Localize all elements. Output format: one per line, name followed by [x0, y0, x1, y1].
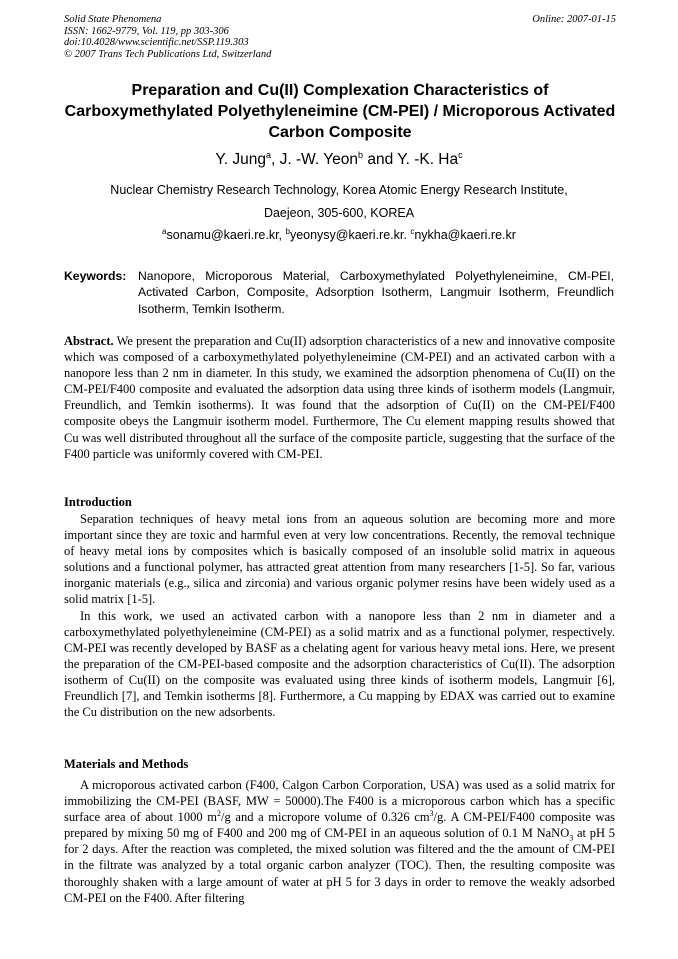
author-separator-1: , — [270, 151, 280, 168]
keywords-block — [64, 268, 614, 317]
online-date: Online: 2007-01-15 — [532, 14, 616, 25]
email-b: yeonysy@kaeri.re.kr. — [289, 228, 411, 242]
affiliation-line-1: Nuclear Chemistry Research Technology, Korea Atomic Energy Research Institute, — [110, 183, 568, 197]
keywords-label: Keywords: — [64, 269, 127, 283]
author-2: J. -W. Yeon — [279, 151, 359, 168]
author-2-affil-mark: b — [358, 149, 364, 160]
author-1-affil-mark: a — [265, 149, 271, 160]
abstract-label: Abstract. — [64, 334, 114, 348]
journal-name: Solid State Phenomena — [64, 14, 162, 25]
author-3: Y. -K. Ha — [397, 151, 459, 168]
paper-title — [48, 80, 632, 143]
journal-header — [64, 14, 616, 60]
methods-paragraph-1: A microporous activated carbon (F400, Calgon Carbon Corporation, USA) was used as a solid matrix for immobilizing the CM-PEI (BASF, MW = 50000).The F400 is a microporous carbon which has a specific surface area of about 1000 $m^2/g$ and a micropore volume of 0.326 $cm^3/g$. A CM-PEI/F400 composite was prepared by mixing 50 mg of F400 and 200 mg of CM-PEI in an aqueous solution of 0.1 M NaNO$_3$ at pH 5 for 2 days. After the reaction was completed, the mixed solution was filtered and the the amount of CM-PEI in the filtrate was analyzed by a total organic carbon analyzer (TOC). Then, the resulting composite was thoroughly shaken with a large amount of water at pH 5 for 3 days in order to remove the weakly adsorbed CM-PEI on the F400. After filtering — [64, 778, 615, 905]
title-line-2: Carboxymethylated Polyethyleneimine (CM-PEI) / Microporous Activated — [64, 103, 616, 120]
introduction-body — [64, 511, 615, 720]
issn-line: ISSN: 1662-9779, Vol. 119, pp 303-306 — [64, 25, 229, 37]
methods-body — [64, 777, 615, 906]
copyright-line: © 2007 Trans Tech Publications Ltd, Switzerland — [64, 48, 272, 60]
introduction-paragraph-1: Separation techniques of heavy metal ions from an aqueous solution are becoming more and more important since they are toxic and harmful even at very low concentrations. Recently, the removal technique of heavy metal ions by composites which is basically composed of an insoluble solid matrix in aqueous solutions and a functional polymer, has attracted great attention from many researchers [1-5]. So far, various inorganic materials (e.g., silica and zirconia) and various organic polymer resins have been widely used as a solid matrix [1-5]. — [64, 512, 615, 607]
title-line-3: Carbon Composite — [268, 124, 412, 141]
affiliation-line-2: Daejeon, 305-600, KOREA — [263, 206, 415, 220]
author-separator-2: and — [363, 151, 398, 168]
keywords-text: Nanopore, Microporous Material, Carboxymethylated Polyethyleneimine, CM-PEI, Activated Carbon, Composite, Adsorption Isotherm, Langmuir Isotherm, Freundlich Isotherm, Temkin Isotherm. — [138, 269, 614, 316]
abstract-text: We present the preparation and Cu(II) adsorption characteristics of a new and innovative composite which was composed of a carboxymethylated polyethyleneimine (CM-PEI) and an activated carbon with a nanopore less than 2 nm in diameter. In this study, we examined the adsorption phenomena of Cu(II) on the CM-PEI/F400 composite and evaluated the adsorption data using three kinds of isotherm models (Langmuir, Freundlich, and Temkin isotherms). It was found that the adsorption of Cu(II) on the CM-PEI/F400 composite obeys the Langmuir isotherm model. Furthermore, The Cu element mapping results showed that Cu was well distributed throughout all the surface of the composite particle, suggesting that the surface of the F400 particle was uniformly covered with CM-PEI. — [64, 334, 615, 461]
title-line-1: Preparation and Cu(II) Complexation Characteristics of — [131, 82, 549, 99]
methods-heading: Materials and Methods — [64, 757, 189, 771]
doi-line: doi:10.4028/www.scientific.net/SSP.119.303 — [64, 37, 249, 48]
author-3-affil-mark: c — [458, 149, 463, 160]
author-emails: $^a$sonamu@kaeri.re.kr, $^b$yeonysy@kaeri.re.kr. $^c$nykha@kaeri.re.kr — [162, 226, 516, 242]
introduction-heading: Introduction — [64, 495, 132, 509]
introduction-paragraph-2: In this work, we used an activated carbon with a nanopore less than 2 nm in diameter and a carboxymethylated polyethyleneimine (CM-PEI) as a solid matrix and as a functional polymer, respectively. CM-PEI was recently developed by BASF as a chelating agent for various heavy metal ions. Here, we present the preparation of the CM-PEI-based composite and the adsorption characteristics of Cu(II). The adsorption isotherm of Cu(II) on the composite was evaluated using three kinds of isotherm models, Langmuir [6], Freundlich [7], and Temkin isotherms [8]. Furthermore, a Cu mapping by EDAX was carried out to examine the Cu distribution on the new adsorbents. — [64, 608, 615, 720]
author-1: Y. Jung — [215, 151, 266, 168]
author-list — [0, 150, 678, 170]
abstract — [64, 333, 615, 462]
email-c: nykha@kaeri.re.kr — [414, 228, 516, 242]
email-a: sonamu@kaeri.re.kr, — [166, 228, 286, 242]
